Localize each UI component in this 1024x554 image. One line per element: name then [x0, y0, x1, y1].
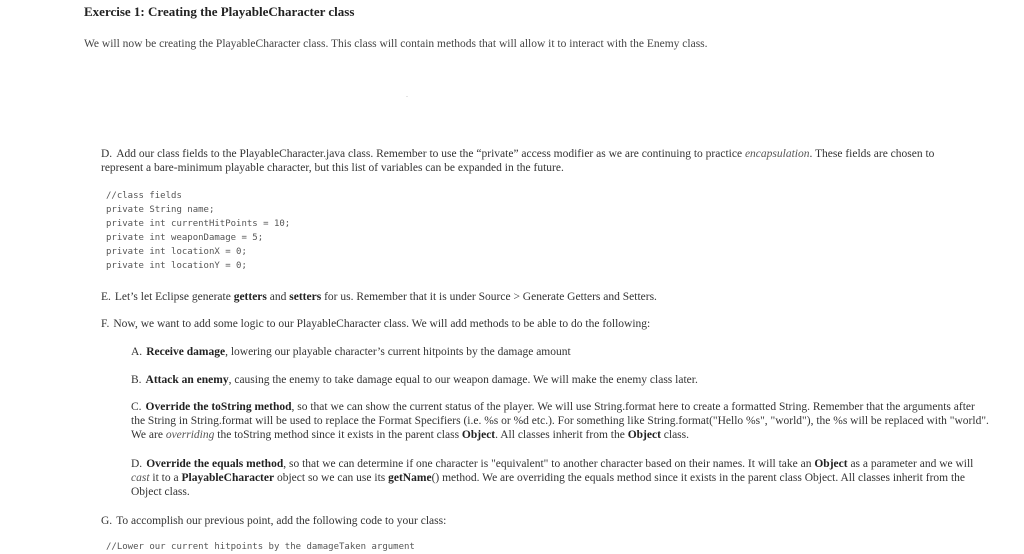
- step-e-bold-getters: getters: [233, 291, 267, 303]
- sub-d-text-d: object so we can use its: [274, 472, 389, 484]
- decorative-mark: [406, 96, 408, 97]
- sub-c-bold-object-2: Object: [627, 429, 661, 441]
- sub-c-bold-object: Object: [461, 429, 496, 441]
- sub-c-text-d: class.: [660, 429, 690, 441]
- sub-a-text: , lowering our playable character’s current hitpoints by the damage amount: [225, 346, 571, 358]
- code-line: private int locationY = 0;: [106, 261, 247, 271]
- sub-d-emphasis: cast: [131, 472, 150, 484]
- step-g-text: To accomplish our previous point, add the following code to your class:: [116, 515, 447, 527]
- sub-d-letter: D.: [131, 458, 143, 470]
- sub-d-text-e: () method. We are overriding the equals method since it exists in the parent class Object. All classes inherit from the Object class.: [131, 472, 966, 498]
- step-f-paragraph: [101, 317, 971, 331]
- sub-d-text-c: it to a: [149, 472, 182, 484]
- sub-d-text-a: , so that we can determine if one character is "equivalent" to another character based on their names. It will take an: [283, 458, 815, 470]
- sub-item-c: [131, 400, 991, 442]
- sub-c-text-b: the toString method since it exists in the parent class: [214, 429, 462, 441]
- step-e-text-b: and: [266, 291, 290, 303]
- step-e-text-c: for us. Remember that it is under Source > Generate Getters and Setters.: [321, 291, 657, 303]
- step-d-letter: D.: [101, 148, 113, 160]
- step-e-bold-setters: setters: [289, 291, 322, 303]
- step-g-letter: G.: [101, 515, 113, 527]
- sub-c-letter: C.: [131, 401, 142, 413]
- sub-item-a: [131, 345, 991, 359]
- sub-item-d: [131, 457, 991, 499]
- sub-b-letter: B.: [131, 374, 142, 386]
- sub-a-letter: A.: [131, 346, 143, 358]
- code-line: private String name;: [106, 205, 215, 215]
- hitpoints-code-comment: //Lower our current hitpoints by the damageTaken argument: [106, 542, 415, 552]
- code-line: private int currentHitPoints = 10;: [106, 219, 291, 229]
- sub-c-text-c: . All classes inherit from the: [495, 429, 628, 441]
- step-g-paragraph: [101, 514, 971, 528]
- step-d-emphasis: encapsulation: [744, 148, 810, 160]
- sub-d-bold-getname: getName: [388, 472, 432, 484]
- step-d-paragraph: [101, 147, 971, 175]
- intro-paragraph: We will now be creating the PlayableCharacter class. This class will contain methods that will allow it to interact with the Enemy class.: [84, 38, 708, 50]
- step-e-paragraph: [101, 290, 971, 304]
- sub-c-emphasis: overriding: [165, 429, 215, 441]
- step-f-letter: F.: [101, 318, 110, 330]
- sub-a-bold: Receive damage: [146, 346, 226, 358]
- sub-d-bold-object: Object: [814, 458, 848, 470]
- sub-b-bold: Attack an enemy: [145, 374, 229, 386]
- sub-item-b: [131, 373, 991, 387]
- sub-b-text: , causing the enemy to take damage equal to our weapon damage. We will make the enemy class later.: [228, 374, 698, 386]
- class-fields-code-block: [106, 189, 290, 273]
- code-line: private int locationX = 0;: [106, 247, 247, 257]
- sub-c-text-a: , so that we can show the current status of the player. We will use String.format here to create a formatted String. Remember that the arguments after the String in String.format will be used to replace the Format Specifiers (i.e. %s or %d etc.). For something like String.format("Hello %s", "world"), the %s will be replaced with "world". We are: [131, 401, 989, 441]
- step-e-letter: E.: [101, 291, 111, 303]
- step-d-text-b: . These fields are chosen to represent a bare-minimum playable character, but this list of variables can be expanded in the future.: [101, 148, 935, 174]
- step-d-text-a: Add our class fields to the PlayableCharacter.java class. Remember to use the “private” access modifier as we are continuing to practice: [116, 148, 745, 160]
- code-line: //class fields: [106, 191, 182, 201]
- sub-c-bold: Override the toString method: [145, 401, 292, 413]
- sub-d-bold: Override the equals method: [146, 458, 284, 470]
- step-f-text: Now, we want to add some logic to our PlayableCharacter class. We will add methods to be able to do the following:: [113, 318, 651, 330]
- step-e-text-a: Let’s let Eclipse generate: [114, 291, 234, 303]
- exercise-title: Exercise 1: Creating the PlayableCharacter class: [84, 4, 355, 19]
- sub-d-bold-playablecharacter: PlayableCharacter: [181, 472, 275, 484]
- code-line: private int weaponDamage = 5;: [106, 233, 264, 243]
- sub-d-text-b: as a parameter and we will: [847, 458, 974, 470]
